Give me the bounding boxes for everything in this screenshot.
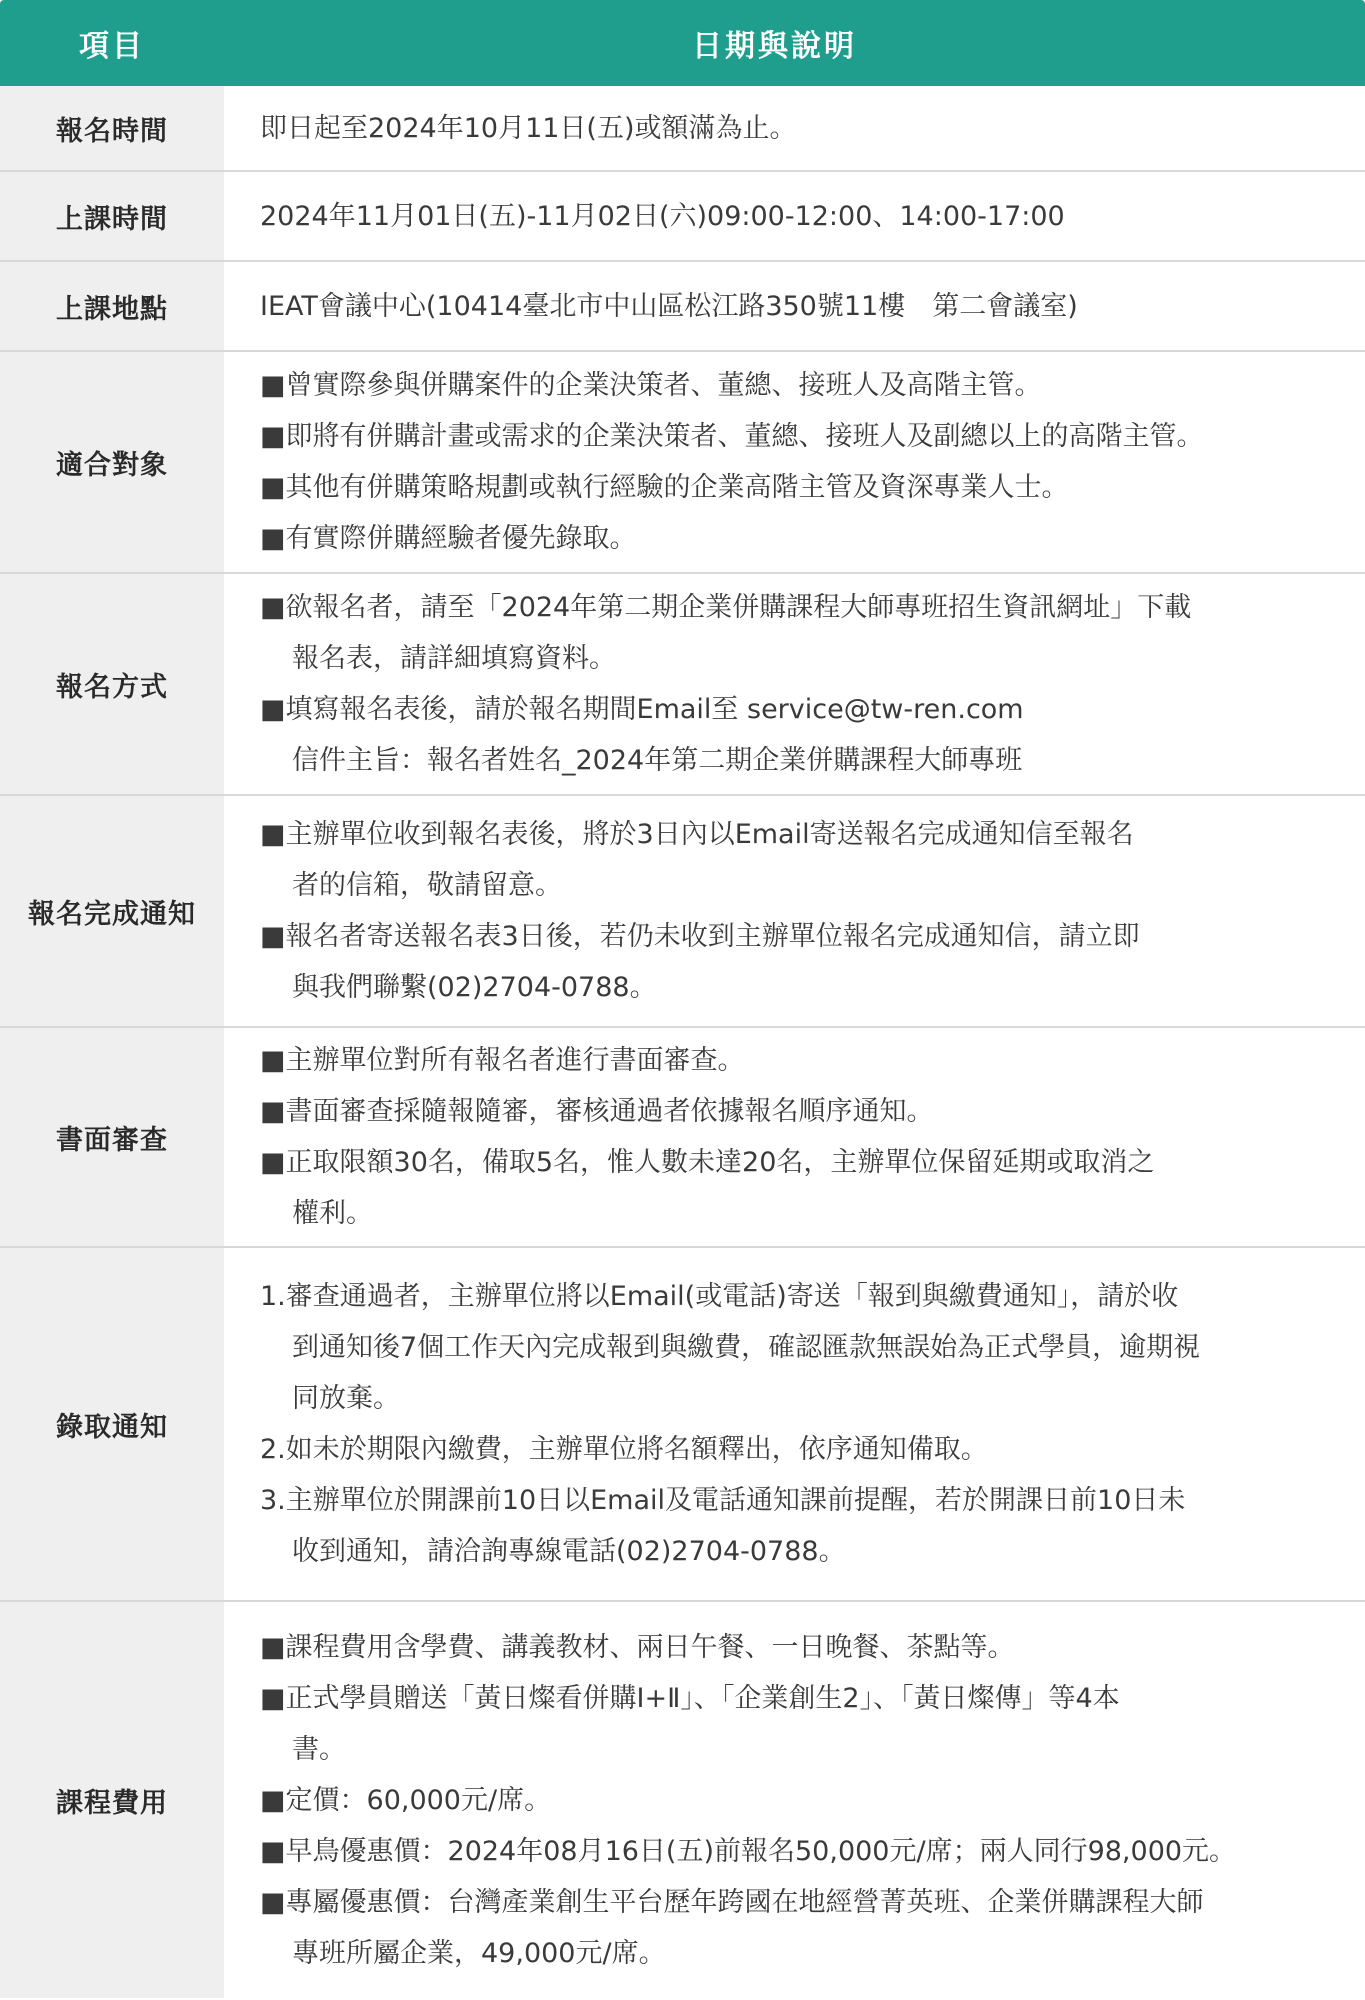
content-line: ■早鳥優惠價：2024年08月16日(五)前報名50,000元/席；兩人同行98,000元。 xyxy=(260,1835,1237,1867)
row-content xyxy=(224,262,1365,350)
row-admission-notice xyxy=(0,1248,1365,1602)
row-content xyxy=(224,574,1365,794)
row-content xyxy=(224,1248,1365,1600)
row-label: 課程費用 xyxy=(0,1602,224,1998)
content-line: 1.審查通過者，主辦單位將以Email(或電話)寄送「報到與繳費通知」，請於收 xyxy=(260,1281,1179,1312)
content-line: ■其他有併購策略規劃或執行經驗的企業高階主管及資深專業人士。 xyxy=(260,472,1069,503)
content-line: ■即將有併購計畫或需求的企業決策者、董總、接班人及副總以上的高階主管。 xyxy=(260,421,1204,452)
table-header xyxy=(0,0,1365,86)
content-line: 與我們聯繫(02)2704-0788。 xyxy=(292,972,657,1003)
content-line: ■正取限額30名，備取5名，惟人數未達20名，主辦單位保留延期或取消之 xyxy=(260,1147,1155,1178)
row-course-fee xyxy=(0,1602,1365,1998)
content-line: 權利。 xyxy=(292,1198,373,1229)
content-line: 者的信箱，敬請留意。 xyxy=(292,870,562,901)
row-content xyxy=(224,352,1365,572)
content-line: ■正式學員贈送「黃日燦看併購Ⅰ+Ⅱ」、「企業創生2」、「黃日燦傳」等4本 xyxy=(260,1682,1120,1714)
row-registration-confirmation xyxy=(0,796,1365,1028)
row-label: 報名方式 xyxy=(0,574,224,794)
content-line: ■專屬優惠價：台灣產業創生平台歷年跨國在地經營菁英班、企業併購課程大師 xyxy=(260,1886,1204,1918)
content-line: 同放棄。 xyxy=(292,1383,400,1414)
content-line: 3.主辦單位於開課前10日以Email及電話通知課前提醒，若於開課日前10日未 xyxy=(260,1485,1186,1516)
row-content xyxy=(224,1028,1365,1246)
content-line: ■曾實際參與併購案件的企業決策者、董總、接班人及高階主管。 xyxy=(260,370,1042,401)
content-line: 專班所屬企業，49,000元/席。 xyxy=(292,1937,666,1969)
row-registration-period xyxy=(0,86,1365,172)
content-line: ■課程費用含學費、講義教材、兩日午餐、一日晚餐、茶點等。 xyxy=(260,1631,1015,1663)
content-line: 收到通知，請洽詢專線電話(02)2704-0788。 xyxy=(292,1536,846,1567)
row-class-time xyxy=(0,172,1365,262)
row-target-audience xyxy=(0,352,1365,574)
content-line: 2.如未於期限內繳費，主辦單位將名額釋出，依序通知備取。 xyxy=(260,1434,988,1465)
header-item: 項目 xyxy=(79,29,145,64)
content-line: ■有實際併購經驗者優先錄取。 xyxy=(260,523,637,554)
row-content xyxy=(224,86,1365,170)
content-line: 書。 xyxy=(292,1733,346,1765)
content-line: ■報名者寄送報名表3日後，若仍未收到主辦單位報名完成通知信，請立即 xyxy=(260,921,1140,952)
row-label: 適合對象 xyxy=(0,352,224,572)
content-line: 即日起至2024年10月11日(五)或額滿為止。 xyxy=(260,112,797,144)
row-content xyxy=(224,796,1365,1026)
row-label: 上課時間 xyxy=(0,172,224,260)
row-label: 報名時間 xyxy=(0,86,224,170)
content-line: IEAT會議中心(10414臺北市中山區松江路350號11樓 第二會議室) xyxy=(260,290,1078,322)
row-class-location xyxy=(0,262,1365,352)
content-line: ■定價：60,000元/席。 xyxy=(260,1784,552,1816)
row-content xyxy=(224,1602,1365,1998)
content-line: 報名表，請詳細填寫資料。 xyxy=(292,643,616,674)
content-line: 信件主旨：報名者姓名_2024年第二期企業併購課程大師專班 xyxy=(292,745,1023,776)
content-line: ■主辦單位對所有報名者進行書面審查。 xyxy=(260,1045,745,1076)
content-line: 2024年11月01日(五)-11月02日(六)09:00-12:00、14:00-17:00 xyxy=(260,200,1065,232)
row-document-review xyxy=(0,1028,1365,1248)
content-line: 到通知後7個工作天內完成報到與繳費，確認匯款無誤始為正式學員，逾期視 xyxy=(292,1332,1201,1363)
row-registration-method xyxy=(0,574,1365,796)
header-description: 日期與說明 xyxy=(692,29,857,64)
row-label: 錄取通知 xyxy=(0,1248,224,1600)
row-label: 報名完成通知 xyxy=(0,796,224,1026)
content-line: ■填寫報名表後，請於報名期間Email至 service@tw-ren.com xyxy=(260,694,1024,725)
content-line: ■書面審查採隨報隨審，審核通過者依據報名順序通知。 xyxy=(260,1096,934,1127)
row-label: 上課地點 xyxy=(0,262,224,350)
content-line: ■主辦單位收到報名表後，將於3日內以Email寄送報名完成通知信至報名 xyxy=(260,819,1134,850)
content-line: ■欲報名者，請至「2024年第二期企業併購課程大師專班招生資訊網址」下載 xyxy=(260,592,1192,623)
row-label: 書面審查 xyxy=(0,1028,224,1246)
row-content xyxy=(224,172,1365,260)
